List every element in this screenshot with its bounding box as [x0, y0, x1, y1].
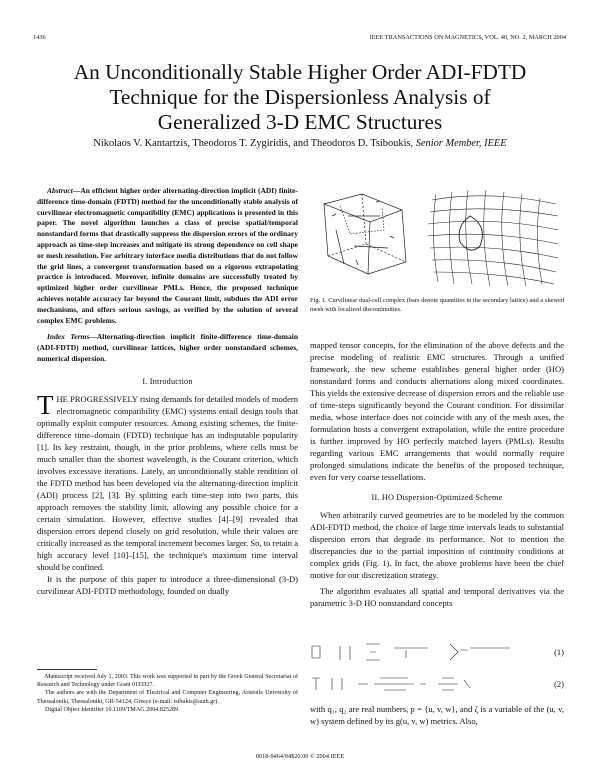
- author-names: Nikolaos V. Kantartzis, Theodoros T. Zygiridis, and Theodoros D. Tsiboukis,: [93, 138, 414, 149]
- author-membership: Senior Member, IEEE: [415, 138, 507, 149]
- skewed-mesh: [428, 190, 558, 286]
- footnote-affiliation: The authors are with the Department of Electrical and Computer Engineering, Aristotle University of Thessaloniki, Thessaloniki, GR-54124, Greece (e-mail: tsibukis@auth.gr).: [37, 690, 298, 705]
- dual-cell-complex: [324, 194, 406, 274]
- equation-1-formula: [310, 638, 530, 668]
- equation-2-number: (2): [554, 679, 564, 689]
- intro-paragraph-continued: mapped tensor concepts, for the elimination of the above defects and the precise modeling of realistic EMC structures. Through a unified framework, the new scheme establishes general higher order (HO) nonstandard forms and conducts alternations along mixed coordinates. This yields the extensive decrease of dispersion errors and the reliable use of time-steps significantly beyond the Courant condition. For dissimilar media, whose interface does not coincide with any of the mesh axes, the formulation hosts a convergent extrapolation, while the entire procedure is further improved by HO perfectly matched layers (PMLs). Results regarding various EMC arrangements that would normally require prolonged simulations indicate the benefits of the proposed technique, even for very coarse tessellations.: [310, 340, 564, 482]
- equation-2-formula: [310, 670, 530, 700]
- equation-1-number: (1): [554, 647, 564, 657]
- figure-1-mesh-illustration: [310, 186, 564, 290]
- section-1-heading: I. Introduction: [142, 376, 193, 386]
- figure-1-caption: Fig. 1. Curvilinear dual-cell complex (bars denote quantities in the secondary lattice) and a skewed mesh with localized discontinuities.: [310, 297, 564, 313]
- title-line-1: An Unconditionally Stable Higher Order ADI-FDTD: [73, 60, 527, 84]
- index-terms-label: Index Terms—: [47, 332, 97, 342]
- copyright-line: 0018-9464/04$20.00 © 2004 IEEE: [255, 753, 345, 760]
- section-2-heading: II. HO Dispersion-Optimized Scheme: [371, 493, 503, 502]
- index-terms-text: Alternating-direction implicit finite-difference time-domain (ADI-FDTD) method, curvilinear lattices, higher order nonstandard schemes, numerical dispersion.: [37, 332, 298, 363]
- page-number: 1436: [33, 34, 46, 41]
- figure-1: [310, 186, 564, 290]
- intro-paragraph-2: It is the purpose of this paper to introduce a three-dimensional (3-D) curvilinear ADI-FDTD methodology, founded on dually: [37, 573, 298, 596]
- footnote: [37, 673, 298, 714]
- abstract-label: Abstract—: [47, 186, 81, 195]
- footnote-received: Manuscript received July 1, 2003. This work was supported in part by the Greek General Secretariat of Research and Technology under Grant 01ED27.: [37, 674, 298, 689]
- title-line-3: Generalized 3-D EMC Structures: [157, 109, 443, 134]
- title-line-2: Technique for the Dispersionless Analysis of: [109, 84, 491, 109]
- paper-title: [20, 60, 580, 134]
- left-column: [37, 186, 298, 597]
- footnote-doi: Digital Object Identifier 10.1109/TMAG.2004.825289: [45, 706, 179, 713]
- method-paragraph-2: The algorithm evaluates all spatial and temporal derivatives via the parametric 3-D HO nonstandard concepts: [310, 586, 564, 608]
- author-list: [20, 138, 580, 149]
- equation-1: [310, 638, 564, 668]
- abstract: [37, 186, 298, 326]
- method-paragraph-1: When arbitrarily curved geometries are to be modeled by the common ADI-FDTD method, the choice of large time intervals leads to substantial dispersion errors that degrade its performance. Not to mention the discrepancies due to the partial imposition of continuity conditions at complex grids (Fig. 1). In fact, the above problems have been the chief motive for our discretization strategy.: [310, 510, 564, 580]
- right-column: [310, 339, 564, 609]
- equation-2: [310, 670, 564, 700]
- intro-paragraph-1-text: HE PROGRESSIVELY rising demands for detailed models of modern electromagnetic compatibility (EMC) systems entail design tools that optimally exploit computer resources. Among existing schemes, the finite-difference time–domain (FDTD) technique has an indisputable popularity [1]. Its key restraint, though, in the prior problems, where cells must be much smaller than the shortest wavelength, is the Courant criterion, which involves excessive iterations. Lately, an unconditionally stable rendition of the FDTD method has been developed via the alternating-direction implicit (ADI) process [2], [3]. By splitting each time-step into two parts, this approach removes the stability limit, allowing any possible choice for a certain simulation. However, effective studies [4]–[9] revealed that dispersion errors depend closely on grid resolution, while their values are critically increased as the temporal increment becomes larger. So, to retain a high accuracy level [10]–[15], the technique's maximum time interval should be confined.: [37, 393, 298, 572]
- drop-cap: T: [37, 389, 54, 420]
- running-header: [33, 34, 566, 46]
- index-terms: [37, 332, 298, 364]
- footnote-rule: [37, 669, 97, 670]
- journal-header: IEEE TRANSACTIONS ON MAGNETICS, VOL. 40, NO. 2, MARCH 2004: [369, 34, 566, 41]
- abstract-text: An efficient higher order alternating-direction implicit (ADI) finite-difference time-domain (FDTD) method for the unconditionally stable analysis of curvilinear electromagnetic compatibility (EMC) applications is presented in this paper. The novel algorithm launches a class of precise spatial/temporal nonstandard forms that drastically suppress the dispersion errors of the ordinary approach as time-step increases and mitigate its strong dependence on cell shape or mesh resolution. For arbitrary interface media distributions that do not follow the grid lines, a convergent transformation based on a rigorous extrapolating practice is introduced. Moreover, infinite domains are successfully treated by optimized higher order curvilinear PMLs. Hence, the proposed technique achieves notable accuracy far beyond the Courant limit, subdues the ADI error mechanisms, and offers serious savings, as verified by the solution of several complex EMC problems.: [37, 186, 298, 325]
- intro-paragraph-1: [37, 389, 298, 573]
- method-paragraph-3: with q₁, q₂ are real numbers, p = {u, v, w}, and ζ is a variable of the (u, v, w) system defined by its g(u, v, w) metrics. Also,: [310, 704, 564, 726]
